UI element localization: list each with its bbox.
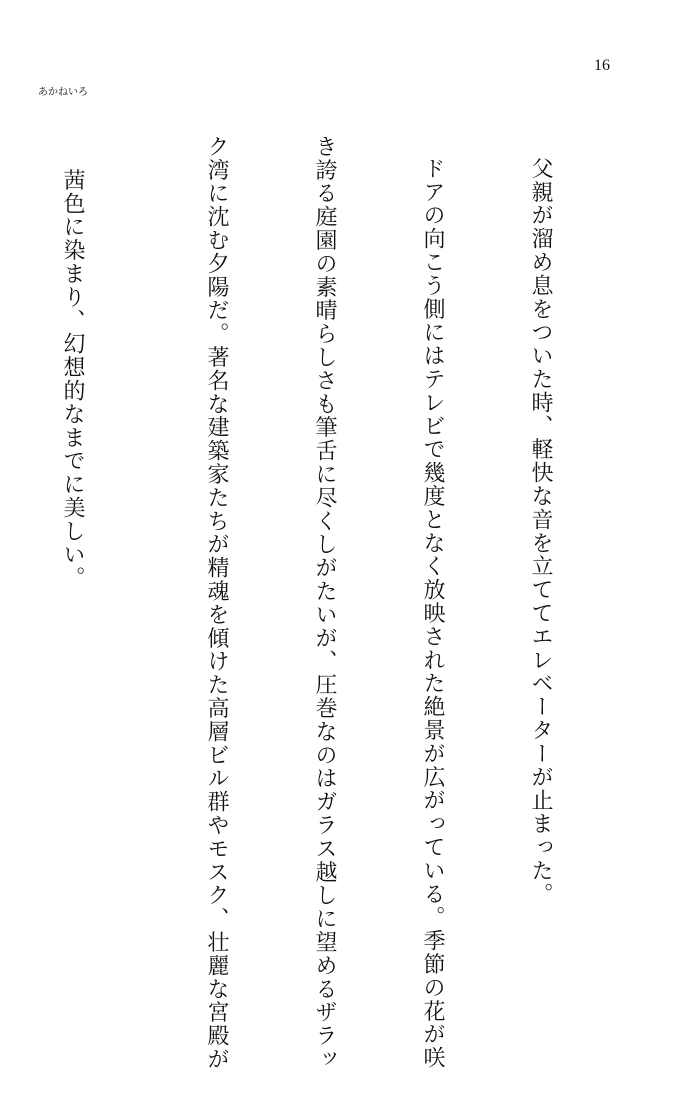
text-line-2: ドアの向こう側にはテレビで幾度となく放映された絶景が広がっている。季節の花が咲	[420, 157, 445, 1070]
vertical-text-block	[0, 87, 630, 1071]
text-line-5	[18, 87, 126, 965]
text-line-3: き誇る庭園の素晴らしさも筆舌に尽くしがたいが、圧巻なのはガラス越しに望めるザラッ	[312, 135, 337, 1071]
text-line-4: ク湾に沈む夕陽だ。著名な建築家たちが精魂を傾けた高層ビル群やモスク、壮麗な宮殿が	[204, 135, 229, 1071]
ruby-reading: あかねいろ	[38, 87, 88, 98]
page-number: 16	[594, 57, 610, 74]
text-line-1: 父親が溜め息をついた時、軽快な音を立ててエレベーターが止まった。	[528, 157, 553, 906]
text-line-5-content: 茜色に染まり、幻想的なまでに美しい。	[60, 168, 85, 590]
